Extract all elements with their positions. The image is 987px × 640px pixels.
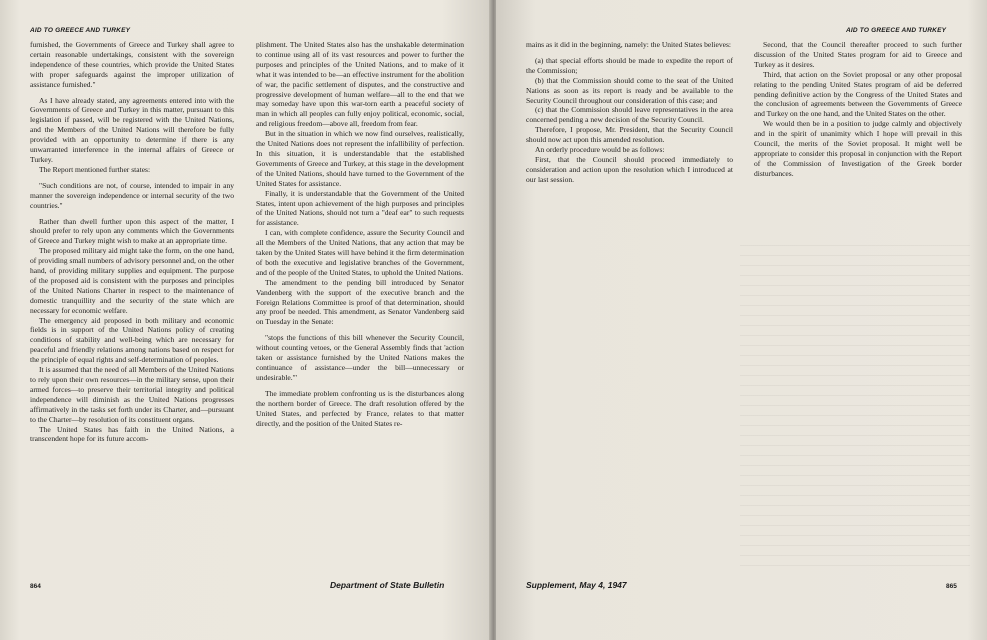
left-page — [0, 0, 491, 640]
paragraph: I can, with complete confidence, assure the Security Council and all the Members of the United Nations, that any action that may be taken by the United States will have behind it the firm determination of both the executive and legislative branches of the Government, and of the people of the United States, to uphold the United Nations. — [256, 228, 464, 277]
paragraph: Finally, it is understandable that the Government of the United States, intent upon achievement of the high purposes and principles of the United Nations, should not turn a "deaf ear" to such requests for assistance. — [256, 188, 464, 228]
footer-title: Supplement, May 4, 1947 — [526, 580, 627, 590]
right-column-1 — [526, 40, 733, 185]
paragraph: Third, that action on the Soviet proposal or any other proposal relating to the pending United States program of aid be deferred pending definitive action by the Congress of the United States and the conclusion of agreements between the Governments of Greece and Turkey on the one hand, and the United States on the other. — [754, 69, 962, 119]
paragraph: Second, that the Council thereafter proceed to such further discussion of the United States program for aid to Greece and Turkey as it desires. — [754, 40, 962, 69]
paragraph: The proposed military aid might take the form, on the one hand, of providing small numbers of advisory personnel and, on the other hand, of providing military supplies and equipment. The purpose of the proposed aid is consistent with the purposes and principles of the United Nations Charter in respect to the maintenance of domestic tranquillity and the security of the state which are necessary for economic welfare. — [30, 246, 234, 315]
left-column-2 — [256, 40, 464, 428]
quote: "stops the functions of this bill whenever the Security Council, without counting vetoes, or the General Assembly finds that 'action taken or assistance furnished by the United Nations makes the continuance of assistance—under the bill—unnecessary or undesirable.'" — [256, 333, 464, 382]
paragraph: mains as it did in the beginning, namely: the United States believes: — [526, 40, 731, 49]
paragraph: The immediate problem confronting us is the disturbances along the northern border of Greece. The draft resolution offered by the United States, and perfected by France, relates to that matter directly, and the position of the United States re- — [256, 388, 464, 428]
list-item: (b) that the Commission should come to the seat of the United Nations as soon as its report is ready and be available to the Security Council throughout our consideration of this case; and — [526, 75, 733, 105]
list-item: (a) that special efforts should be made to expedite the report of the Commission; — [526, 55, 733, 75]
quote: "Such conditions are not, of course, intended to impair in any manner the sovereign independence or internal security of the two countries." — [30, 180, 234, 210]
page-number: 864 — [30, 583, 41, 590]
paragraph: plishment. The United States also has the unshakable determination to continue using all of its vast resources and power to further the purposes and principles of the United Nations, and to make of it what it was intended to be—an effective instrument for the abolition of war, the pacific settlement of disputes, and the constructive and progressive development of human welfare—all to the end that we may someday have upon this war-torn earth a peaceful society of man in which all peoples can fully enjoy political, economic, social, and religious freedom—above all, freedom from fear. — [256, 40, 464, 129]
paragraph: furnished, the Governments of Greece and Turkey shall agree to certain reasonable undertakings, consistent with the sovereign independence of these countries, which provide the United States with proper safeguards against the improper utilization of assistance furnished." — [30, 40, 234, 89]
paragraph: First, that the Council should proceed immediately to consideration and action upon the resolution which I introduced at our last session. — [526, 154, 733, 184]
paragraph: Therefore, I propose, Mr. President, that the Security Council should now act upon this amended resolution. — [526, 125, 733, 145]
running-head: AID TO GREECE AND TURKEY — [30, 27, 131, 34]
left-column-1 — [30, 40, 234, 444]
show-through-texture — [740, 245, 970, 575]
paragraph: We would then be in a position to judge calmly and objectively and in the spirit of unanimity which I hope will prevail in this Council, the merits of the Soviet proposal. It might well be appropriate to consider this proposal in conjunction with the Report of the Commission of Investigation of the Greek border disturbances. — [754, 119, 962, 178]
paragraph: The amendment to the pending bill introduced by Senator Vandenberg with the support of the executive branch and the Foreign Relations Committee is proof of that determination, should any proof be needed. This amendment, as Senator Vandenberg said on Tuesday in the Senate: — [256, 277, 464, 327]
page-number: 865 — [946, 583, 957, 590]
paragraph: As I have already stated, any agreements entered into with the Governments of Greece and Turkey in this matter, pursuant to this legislation if passed, will be registered with the United Nations, and the Members of the United Nations will therefore be fully provided with an opportunity to determine if there is any unwarranted interference in the internal affairs of Greece or Turkey. — [30, 95, 234, 164]
paragraph: The emergency aid proposed in both military and economic fields is in support of the United Nations policy of creating conditions of stability and well-being which are necessary for peaceful and friendly relations among nations based on respect for the principle of equal rights and self-determination of peoples. — [30, 315, 234, 365]
paragraph: Rather than dwell further upon this aspect of the matter, I should prefer to rely upon any comments which the Governments of Greece and Turkey might wish to make at an appropriate time. — [30, 216, 234, 246]
list-item: (c) that the Commission should leave representatives in the area concerned pending a new decision of the Security Council. — [526, 105, 733, 125]
footer-title: Department of State Bulletin — [330, 580, 445, 590]
right-column-2 — [754, 40, 962, 179]
paragraph: An orderly procedure would be as follows: — [535, 145, 665, 155]
paragraph: But in the situation in which we now find ourselves, realistically, the United Nations does not represent the infallibility of perfection. In this situation, it is understandable that the established Governments of Greece and Turkey, at this stage in the development of the United Nations, should have turned to the Government of the United States for assistance. — [256, 129, 464, 188]
running-head: AID TO GREECE AND TURKEY — [846, 27, 947, 34]
paragraph: It is assumed that the need of all Members of the United Nations to rely upon their own resources—in the military sense, upon their armed forces—to preserve their territorial integrity and political independence will diminish as the United Nations progresses affirmatively in the tasks set forth under its Charter, and—pursuant to the Charter—by resolution of its constituent organs. — [30, 365, 234, 424]
right-page — [496, 0, 987, 640]
paragraph: The United States has faith in the United Nations, a transcendent hope for its future accom- — [30, 424, 234, 444]
paragraph: The Report mentioned further states: — [39, 164, 151, 174]
